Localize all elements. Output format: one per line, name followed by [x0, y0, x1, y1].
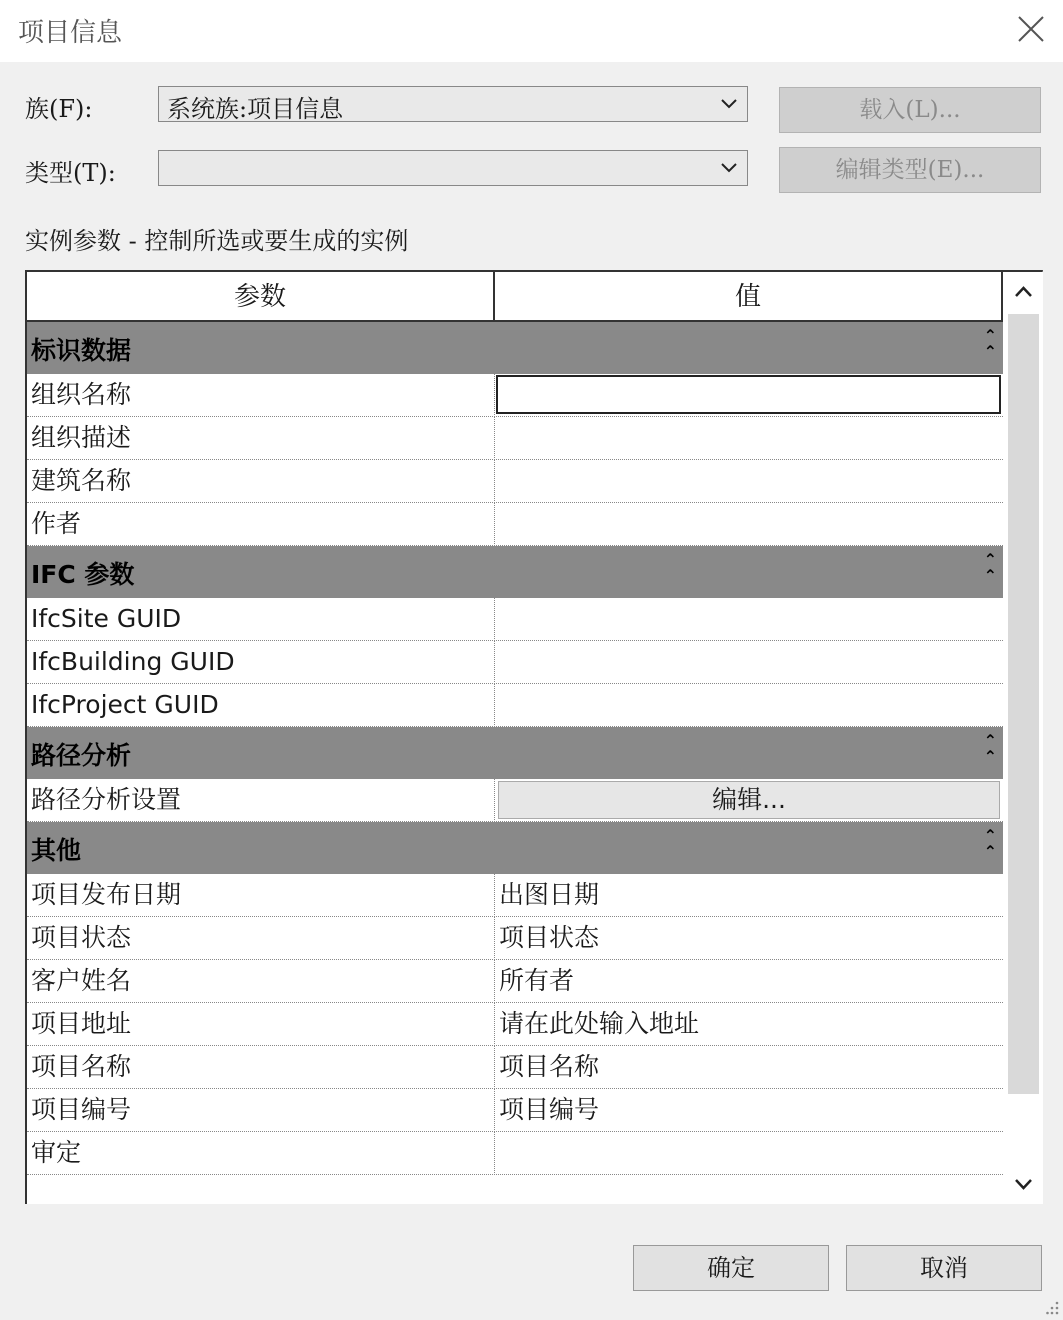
load-button[interactable]: 载入(L)... — [779, 87, 1041, 133]
chevron-down-icon — [719, 95, 739, 113]
table-row — [27, 641, 1003, 684]
table-row — [27, 1132, 1003, 1175]
table-row — [27, 1089, 1003, 1132]
param-value[interactable]: 出图日期 — [499, 880, 600, 909]
table-row — [27, 460, 1003, 503]
type-select[interactable] — [158, 150, 748, 186]
cancel-button[interactable]: 取消 — [846, 1245, 1042, 1291]
column-divider — [494, 503, 495, 546]
group-label: 路径分析 — [31, 741, 132, 770]
column-header-param[interactable]: 参数 — [27, 272, 495, 322]
column-divider — [494, 460, 495, 503]
param-name: 建筑名称 — [31, 466, 132, 495]
table-row — [27, 417, 1003, 460]
table-row — [27, 684, 1003, 727]
column-divider — [494, 1003, 495, 1046]
column-divider — [494, 1132, 495, 1175]
table-row — [27, 1046, 1003, 1089]
table-row — [27, 598, 1003, 641]
column-divider — [494, 1046, 495, 1089]
group-label: IFC 参数 — [31, 560, 135, 589]
param-value-input[interactable] — [496, 375, 1001, 414]
table-row — [27, 374, 1003, 417]
param-name: 组织描述 — [31, 423, 132, 452]
group-label: 其他 — [31, 836, 82, 865]
param-name: IfcProject GUID — [31, 690, 219, 719]
scroll-down-icon[interactable] — [1004, 1164, 1043, 1204]
group-ifc-params[interactable] — [27, 546, 1003, 598]
vertical-scrollbar[interactable] — [1004, 272, 1043, 1204]
param-value[interactable]: 所有者 — [499, 966, 575, 995]
scrollbar-thumb[interactable] — [1008, 314, 1039, 1094]
family-select-value: 系统族:项目信息 — [167, 95, 344, 123]
column-divider — [494, 779, 495, 822]
collapse-icon[interactable]: ⌃ ⌃ — [983, 326, 997, 361]
param-name: IfcSite GUID — [31, 604, 182, 633]
param-name: 客户姓名 — [31, 966, 132, 995]
edit-route-analysis-button[interactable]: 编辑... — [498, 781, 1000, 819]
table-row — [27, 1003, 1003, 1046]
group-other[interactable] — [27, 822, 1003, 874]
parameter-table — [25, 270, 1043, 1204]
param-value[interactable]: 项目编号 — [499, 1095, 600, 1124]
close-icon[interactable] — [1014, 12, 1048, 46]
window-title: 项目信息 — [18, 18, 123, 48]
table-row — [27, 874, 1003, 917]
column-header-value[interactable]: 值 — [495, 272, 1003, 322]
collapse-icon[interactable]: ⌃ ⌃ — [983, 826, 997, 861]
param-name: 项目编号 — [31, 1095, 132, 1124]
table-rows — [27, 322, 1003, 1175]
param-name: 项目名称 — [31, 1052, 132, 1081]
instance-params-label: 实例参数 - 控制所选或要生成的实例 — [25, 227, 409, 255]
type-label: 类型(T): — [25, 159, 116, 187]
param-name: 项目地址 — [31, 1009, 132, 1038]
collapse-icon[interactable]: ⌃ ⌃ — [983, 550, 997, 585]
column-divider — [494, 598, 495, 641]
ok-button[interactable]: 确定 — [633, 1245, 829, 1291]
group-label: 标识数据 — [31, 336, 132, 365]
param-name: IfcBuilding GUID — [31, 647, 235, 676]
param-name: 作者 — [31, 509, 82, 538]
table-row — [27, 779, 1003, 822]
column-divider — [494, 1089, 495, 1132]
table-row — [27, 503, 1003, 546]
column-divider — [494, 917, 495, 960]
family-label: 族(F): — [25, 95, 93, 123]
scroll-up-icon[interactable] — [1004, 272, 1043, 312]
chevron-down-icon — [719, 159, 739, 177]
table-row — [27, 960, 1003, 1003]
collapse-icon[interactable]: ⌃ ⌃ — [983, 731, 997, 766]
column-divider — [494, 374, 495, 417]
param-name: 组织名称 — [31, 380, 132, 409]
edit-type-button[interactable]: 编辑类型(E)... — [779, 147, 1041, 193]
group-identity-data[interactable] — [27, 322, 1003, 374]
param-name: 项目发布日期 — [31, 880, 182, 909]
family-select[interactable] — [158, 86, 748, 122]
group-route-analysis[interactable] — [27, 727, 1003, 779]
column-divider — [494, 417, 495, 460]
param-name: 审定 — [31, 1138, 82, 1167]
param-value[interactable]: 请在此处输入地址 — [499, 1009, 700, 1038]
param-name: 路径分析设置 — [31, 785, 182, 814]
column-divider — [494, 874, 495, 917]
column-divider — [494, 960, 495, 1003]
resize-grip-icon[interactable] — [1046, 1300, 1060, 1316]
column-divider — [494, 641, 495, 684]
column-divider — [494, 684, 495, 727]
table-row — [27, 917, 1003, 960]
param-value[interactable]: 项目状态 — [499, 923, 600, 952]
param-value[interactable]: 项目名称 — [499, 1052, 600, 1081]
title-bar — [0, 0, 1063, 62]
param-name: 项目状态 — [31, 923, 132, 952]
